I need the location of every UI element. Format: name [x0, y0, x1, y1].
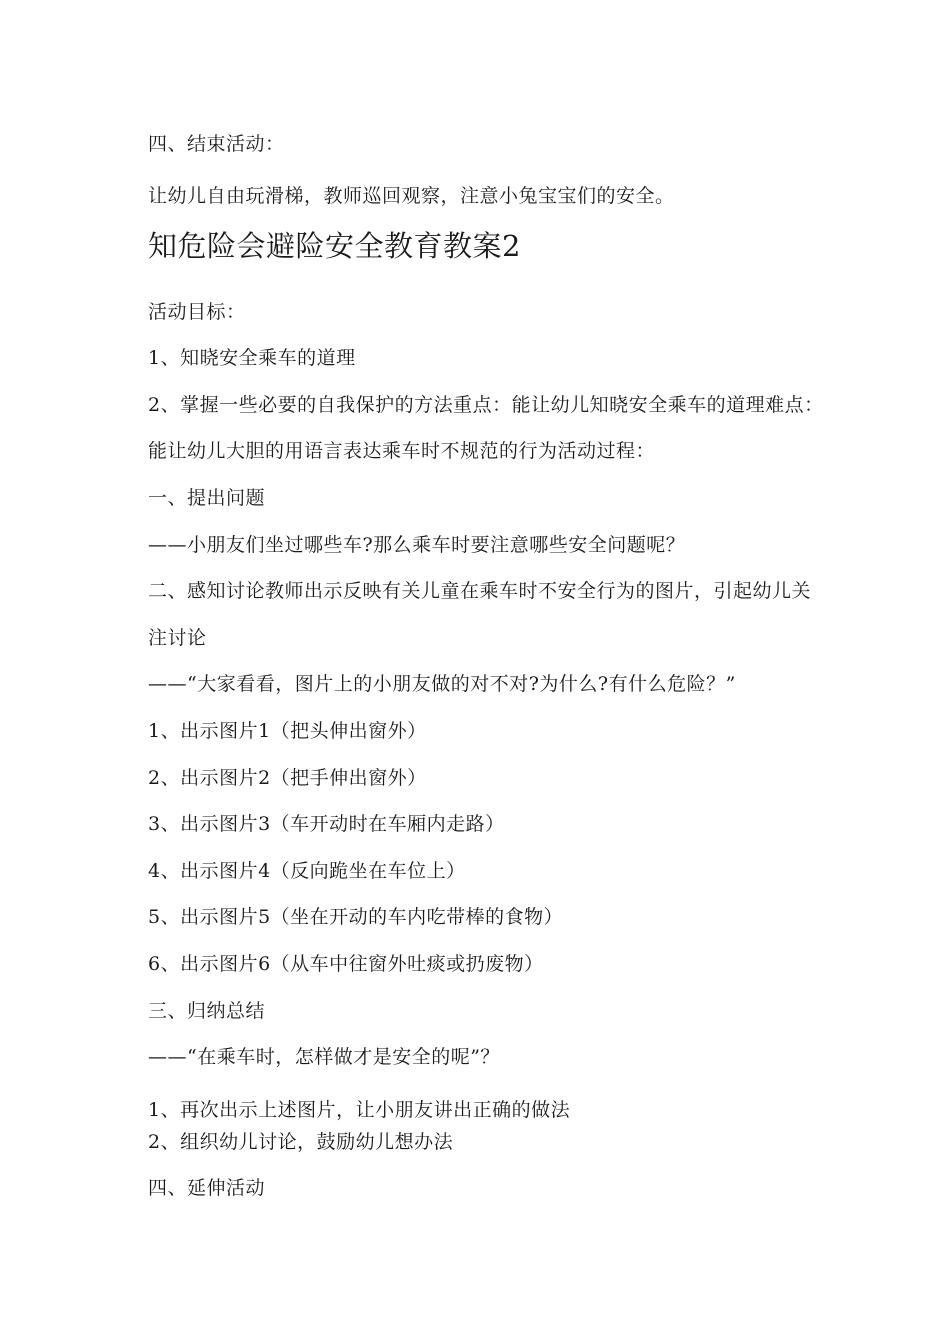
- goals-label: 活动目标：: [148, 301, 246, 323]
- document-heading: 知危险会避险安全教育教案2: [148, 229, 521, 263]
- step-3-item-2: 2、组织幼儿讨论，鼓励幼儿想办法: [148, 1131, 454, 1153]
- picture-item: 6、出示图片6（从车中往窗外吐痰或扔废物）: [148, 953, 544, 975]
- step-3-title: 三、归纳总结: [148, 1000, 266, 1022]
- picture-item: 4、出示图片4（反向跪坐在车位上）: [148, 860, 466, 882]
- step-3-item-1: 1、再次出示上述图片，让小朋友讲出正确的做法: [148, 1099, 571, 1121]
- step-1-text: ——小朋友们坐过哪些车?那么乘车时要注意哪些安全问题呢？: [148, 534, 686, 556]
- step-3-quote: ——“在乘车时，怎样做才是安全的呢”？: [148, 1046, 500, 1068]
- step-2-continued: 注讨论: [148, 627, 207, 649]
- picture-item: 5、出示图片5（坐在开动的车内吃带棒的食物）: [148, 906, 564, 928]
- step-4-title: 四、延伸活动: [148, 1177, 266, 1199]
- picture-item: 1、出示图片1（把头伸出窗外）: [148, 720, 427, 742]
- step-1-title: 一、提出问题: [148, 487, 266, 509]
- step-2-quote: ——“大家看看，图片上的小朋友做的对不对?为什么?有什么危险？”: [148, 673, 736, 695]
- step-2-title: 二、感知讨论教师出示反映有关儿童在乘车时不安全行为的图片，引起幼儿关: [148, 580, 812, 602]
- section-end-text: 让幼儿自由玩滑梯，教师巡回观察，注意小兔宝宝们的安全。: [148, 185, 675, 207]
- goal-2: 2、掌握一些必要的自我保护的方法重点：能让幼儿知晓安全乘车的道理难点：: [148, 394, 824, 416]
- goal-2-continued: 能让幼儿大胆的用语言表达乘车时不规范的行为活动过程：: [148, 440, 656, 462]
- section-end-title: 四、结束活动：: [148, 133, 285, 155]
- goal-1: 1、知晓安全乘车的道理: [148, 347, 356, 369]
- picture-item: 3、出示图片3（车开动时在车厢内走路）: [148, 813, 505, 835]
- picture-item: 2、出示图片2（把手伸出窗外）: [148, 767, 427, 789]
